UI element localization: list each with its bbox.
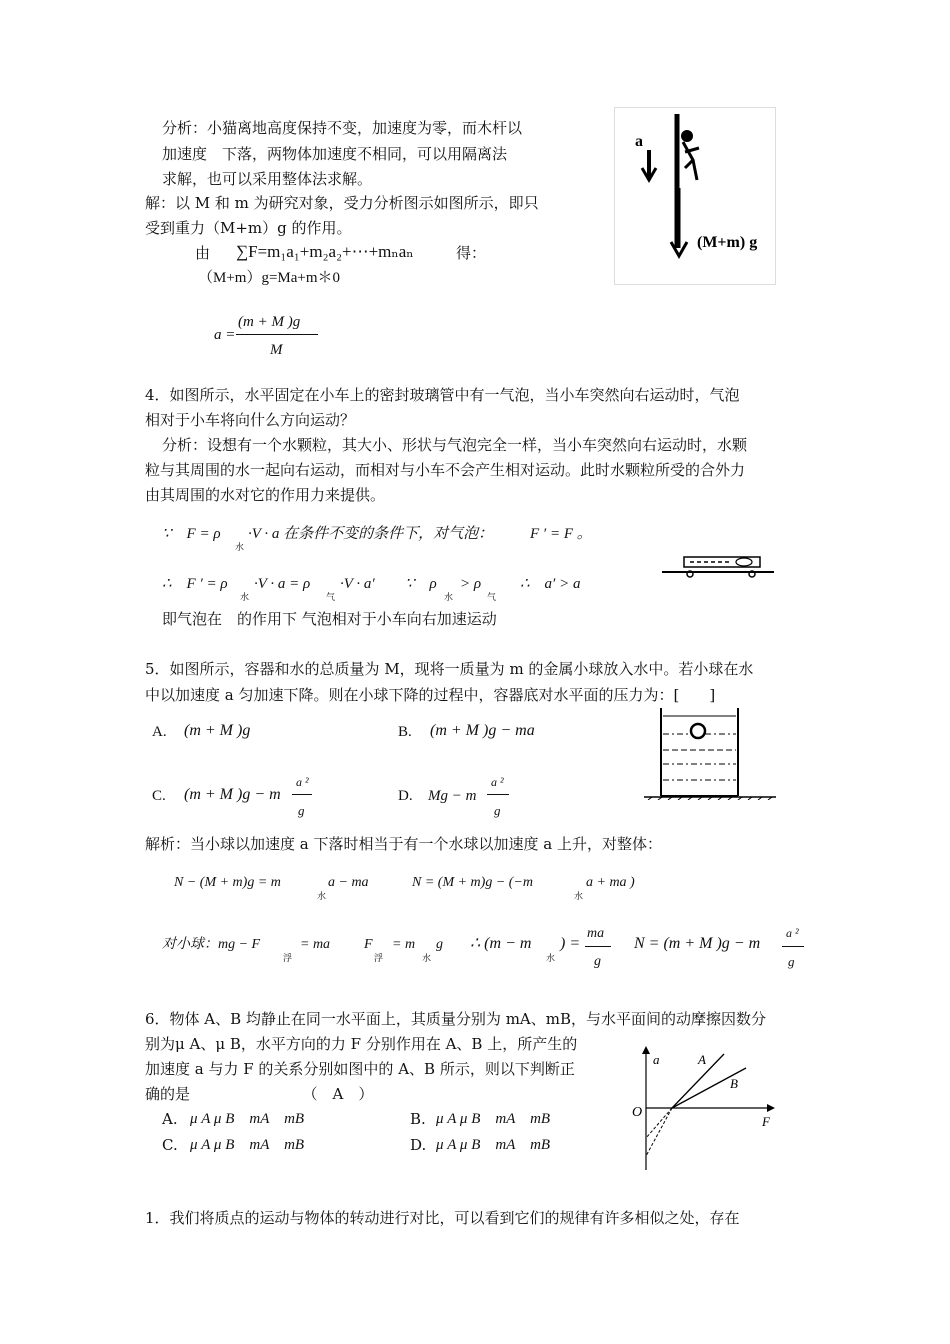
q5-eq2: N = (M + m)g − (−m (412, 875, 533, 890)
cat-icon (681, 130, 693, 142)
q5-eq2-sub: 水 (574, 891, 584, 901)
q5-question-2: 中以加速度 a 匀加速下降。则在小球下降的过程中，容器底对水平面的压力为：[ ] (145, 686, 716, 704)
graph-origin: O (632, 1105, 643, 1120)
q5-option-c: (m + M )g − m (184, 786, 281, 803)
newton-law: ∑F=m₁a₁+m₂a₂+⋯+mₙaₙ (236, 242, 414, 261)
container-figure (644, 704, 784, 800)
q5-ball-b: = ma (300, 937, 331, 952)
metal-ball-icon (691, 724, 705, 738)
q5-float-c: g (436, 937, 443, 952)
cat-solution-2: 受到重力（M+m）g 的作用。 (145, 219, 352, 237)
cat-analysis-2: 加速度 下落，两物体加速度不相同，可以用隔离法 (162, 145, 508, 163)
q5-option-d-num: a ² (491, 775, 504, 789)
q5-eq1: N − (M + m)g = m (174, 875, 281, 890)
q5-option-d-label: D. (398, 788, 413, 804)
q6-option-a: μ A μ B mA mB (190, 1111, 305, 1127)
cart-figure (660, 552, 776, 580)
q4-line2-sub1: 水 (240, 592, 250, 602)
q5-therefore: ∴ (m − m (470, 935, 532, 952)
q4-line1-c: F ′ = F 。 (530, 526, 592, 542)
q4-line2-b: ·V · a = ρ (254, 576, 311, 592)
q4-analysis-3: 由其周围的水对它的作用力来提供。 (145, 486, 386, 504)
q1-text: 1．我们将质点的运动与物体的转动进行对比，可以看到它们的规律有许多相似之处，存在 (145, 1209, 740, 1227)
q4-analysis-1: 分析：设想有一个水颗粒，其大小、形状与气泡完全一样，当小车突然向右运动时，水颗 (162, 436, 748, 454)
q5-th-den: g (594, 954, 601, 969)
q4-line2-sub2: 气 (326, 592, 336, 602)
q4-line2-c: ·V · a′ (340, 576, 375, 592)
fraction-line (585, 946, 611, 947)
q4-line2-f: ∴ a′ > a (520, 576, 581, 592)
q6-option-a-label: A. (162, 1110, 178, 1128)
q4-line2-a: ∴ F ′ = ρ (162, 576, 228, 592)
q4-line1-b: ·V · a 在条件不变的条件下，对气泡： (248, 526, 494, 542)
graph-axis-f: F (762, 1114, 770, 1129)
q5-result: N = (m + M )g − m (634, 935, 761, 952)
q5-option-c-den: g (298, 803, 305, 818)
q4-question-1: 4．如图所示，水平固定在小车上的密封玻璃管中有一气泡，当小车突然向右运动时，气泡 (145, 386, 740, 404)
fraction-line (292, 794, 312, 795)
q5-explain: 解析：当小球以加速度 a 下落时相当于有一个水球以加速度 a 上升，对整体： (145, 835, 662, 853)
q5-eq1-sub: 水 (317, 891, 327, 901)
graph-label-a: A (698, 1052, 706, 1067)
q5-option-d: Mg − m (428, 788, 477, 804)
cat-pole-figure (614, 107, 776, 285)
q5-therefore-b: ) = (560, 935, 581, 952)
q6-question-2: 别为μ A、μ B，水平方向的力 F 分别作用在 A、B 上，所产生的 (145, 1035, 578, 1053)
cat-eq1: （M+m）g=Ma+m＊0 (198, 270, 341, 286)
cat-analysis-1: 分析：小猫离地高度保持不变，加速度为零，而木杆以 (162, 119, 523, 137)
q4-line2-e: > ρ (460, 576, 482, 592)
graph-label-b: B (730, 1076, 738, 1091)
q5-option-b-label: B. (398, 724, 412, 740)
q5-option-c-label: C. (152, 788, 166, 804)
q6-option-b-label: B. (410, 1110, 426, 1128)
fraction-line (487, 794, 509, 795)
cat-got: 得： (456, 244, 487, 262)
q4-line1-a: ∵ F = ρ (162, 526, 221, 542)
q4-line2-d: ∵ ρ (405, 576, 437, 592)
q4-analysis-2: 粒与其周围的水一起向右运动，而相对与小车不会产生相对运动。此时水颗粒所受的合外力 (145, 461, 746, 479)
q6-question-3: 加速度 a 与力 F 的关系分别如图中的 A、B 所示，则以下判断正 (145, 1060, 575, 1078)
q4-conclusion: 即气泡在 的作用下 气泡相对于小车向右加速运动 (162, 610, 497, 628)
cat-by: 由 (195, 244, 211, 262)
figure-force-label: (M+m) g (697, 234, 758, 251)
q4-line2-sub3: 水 (444, 592, 454, 602)
fraction-line (236, 334, 318, 335)
q6-question-1: 6．物体 A、B 均静止在同一水平面上，其质量分别为 mA、mB，与水平面间的动摩擦因数分 (145, 1010, 767, 1028)
q5-res-den: g (788, 954, 795, 969)
q5-option-b: (m + M )g − ma (430, 722, 535, 739)
q5-question-1: 5．如图所示，容器和水的总质量为 M，现将一质量为 m 的金属小球放入水中。若小球在水 (145, 660, 754, 678)
q6-option-c-label: C. (162, 1136, 178, 1154)
q5-option-a: (m + M )g (184, 722, 251, 739)
q5-th-num: ma (587, 926, 605, 941)
q5-therefore-sub: 水 (546, 953, 556, 963)
q6-option-b: μ A μ B mA mB (436, 1111, 551, 1127)
cat-solution-1: 解：以 M 和 m 为研究对象，受力分析图示如图所示，即只 (145, 194, 539, 212)
q6-question-4: 确的是 （ A ） (145, 1085, 374, 1103)
q5-eq1-b: a − ma (328, 875, 369, 890)
q4-line1-sub: 水 (235, 542, 245, 552)
q6-option-d: μ A μ B mA mB (436, 1137, 551, 1153)
q6-graph (628, 1044, 778, 1174)
cat-analysis-3: 求解，也可以采用整体法求解。 (162, 170, 373, 188)
q4-line2-sub4: 气 (487, 592, 497, 602)
q6-option-d-label: D. (410, 1136, 427, 1154)
q5-ball: 对小球：mg − F (162, 937, 261, 952)
q5-float: F (364, 937, 373, 952)
q5-float-sub: 浮 (374, 953, 384, 963)
q5-option-d-den: g (494, 803, 501, 818)
figure-label-a: a (635, 133, 643, 150)
q5-eq2-b: a + ma ) (586, 875, 635, 890)
bubble-icon (736, 558, 752, 566)
cat-eq2-den: M (270, 342, 283, 358)
q5-float-sub2: 水 (422, 953, 432, 963)
q6-option-c: μ A μ B mA mB (190, 1137, 305, 1153)
q5-float-b: = m (392, 937, 416, 952)
q5-option-c-num: a ² (296, 775, 309, 789)
graph-axis-a: a (653, 1052, 660, 1067)
q5-ball-sub: 浮 (283, 953, 293, 963)
q5-res-num: a ² (786, 926, 799, 940)
cat-eq2-lhs: a = (214, 327, 236, 343)
cat-eq2-num: (m + M )g (238, 314, 301, 330)
fraction-line (782, 946, 804, 947)
q5-option-a-label: A. (152, 724, 167, 740)
q4-question-2: 相对于小车将向什么方向运动？ (145, 411, 356, 429)
